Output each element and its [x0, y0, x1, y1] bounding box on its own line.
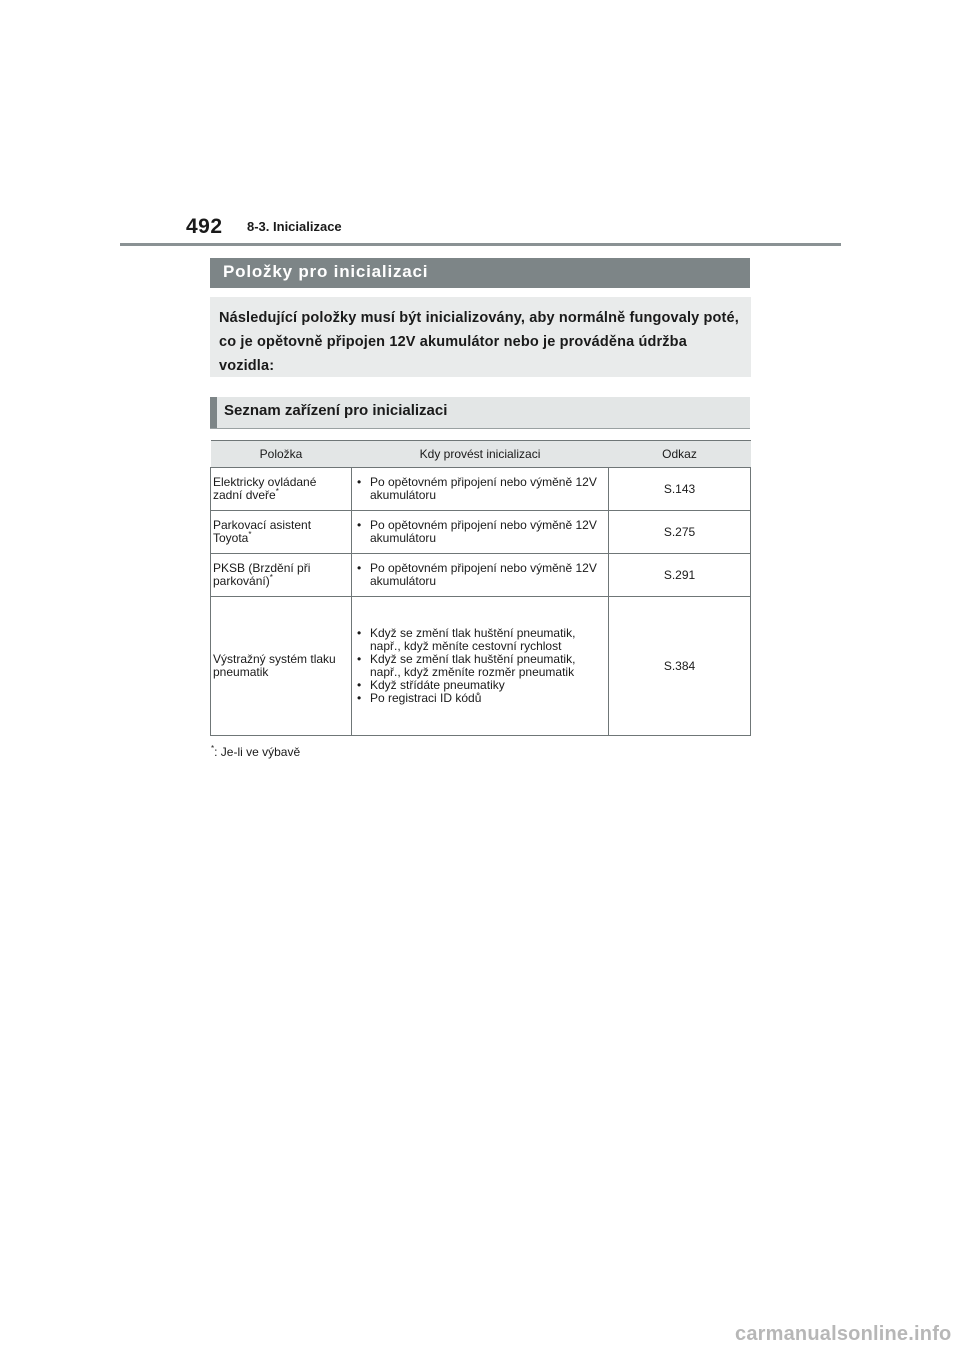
reference-cell: S.291: [609, 554, 751, 597]
list-item: • Po opětovném připojení nebo výměně 12V akumulátoru: [354, 519, 606, 545]
item-cell: Výstražný systém tlaku pneumatik: [211, 597, 352, 736]
initialization-table: [210, 440, 751, 736]
footnote-text: : Je-li ve výbavě: [214, 745, 301, 759]
section-reference: 8-3. Inicializace: [247, 219, 342, 234]
item-cell: PKSB (Brzdění při parkování)*: [211, 554, 352, 597]
footnote: [211, 745, 300, 759]
list-item: • Když se změní tlak huštění pneumatik, např., když změníte rozměr pneumatik: [354, 653, 606, 679]
subtitle: Seznam zařízení pro inicializaci: [224, 402, 448, 419]
list-item: • Když se změní tlak huštění pneumatik, např., když měníte cestovní rychlost: [354, 627, 606, 653]
list-item: • Po opětovném připojení nebo výměně 12V akumulátoru: [354, 562, 606, 588]
subtitle-accent: [210, 397, 217, 428]
reference-cell: S.384: [609, 597, 751, 736]
intro-box: [210, 297, 751, 377]
when-cell: [352, 468, 609, 511]
footnote-mark: *: [211, 744, 215, 753]
table-row: [211, 511, 751, 554]
list-item: • Když střídáte pneumatiky: [354, 679, 606, 692]
when-cell: [352, 554, 609, 597]
table-row: [211, 554, 751, 597]
when-cell: [352, 511, 609, 554]
table-row: [211, 597, 751, 736]
subtitle-bar: [210, 397, 750, 429]
title-bar: [210, 258, 750, 288]
item-cell: Elektricky ovládané zadní dveře*: [211, 468, 352, 511]
watermark: carmanualsonline.info: [735, 1323, 952, 1345]
item-cell: Parkovací asistent Toyota*: [211, 511, 352, 554]
reference-cell: S.275: [609, 511, 751, 554]
table-row: [211, 468, 751, 511]
page-number: 492: [186, 215, 223, 238]
column-header-reference: Odkaz: [609, 441, 751, 468]
column-header-item: Položka: [211, 441, 352, 468]
list-item: • Po opětovném připojení nebo výměně 12V akumulátoru: [354, 476, 606, 502]
header-divider: [120, 243, 841, 246]
page-title: Položky pro inicializaci: [223, 262, 429, 281]
intro-text: Následující položky musí být inicializovány, aby normálně fungovaly poté, co je opětovně připojen 12V akumulátor nebo je prováděna údržba vozidla:: [219, 310, 739, 374]
column-header-when: Kdy provést inicializaci: [352, 441, 609, 468]
when-cell: [352, 597, 609, 736]
table-header-row: [211, 441, 751, 468]
reference-cell: S.143: [609, 468, 751, 511]
list-item: • Po registraci ID kódů: [354, 692, 606, 705]
